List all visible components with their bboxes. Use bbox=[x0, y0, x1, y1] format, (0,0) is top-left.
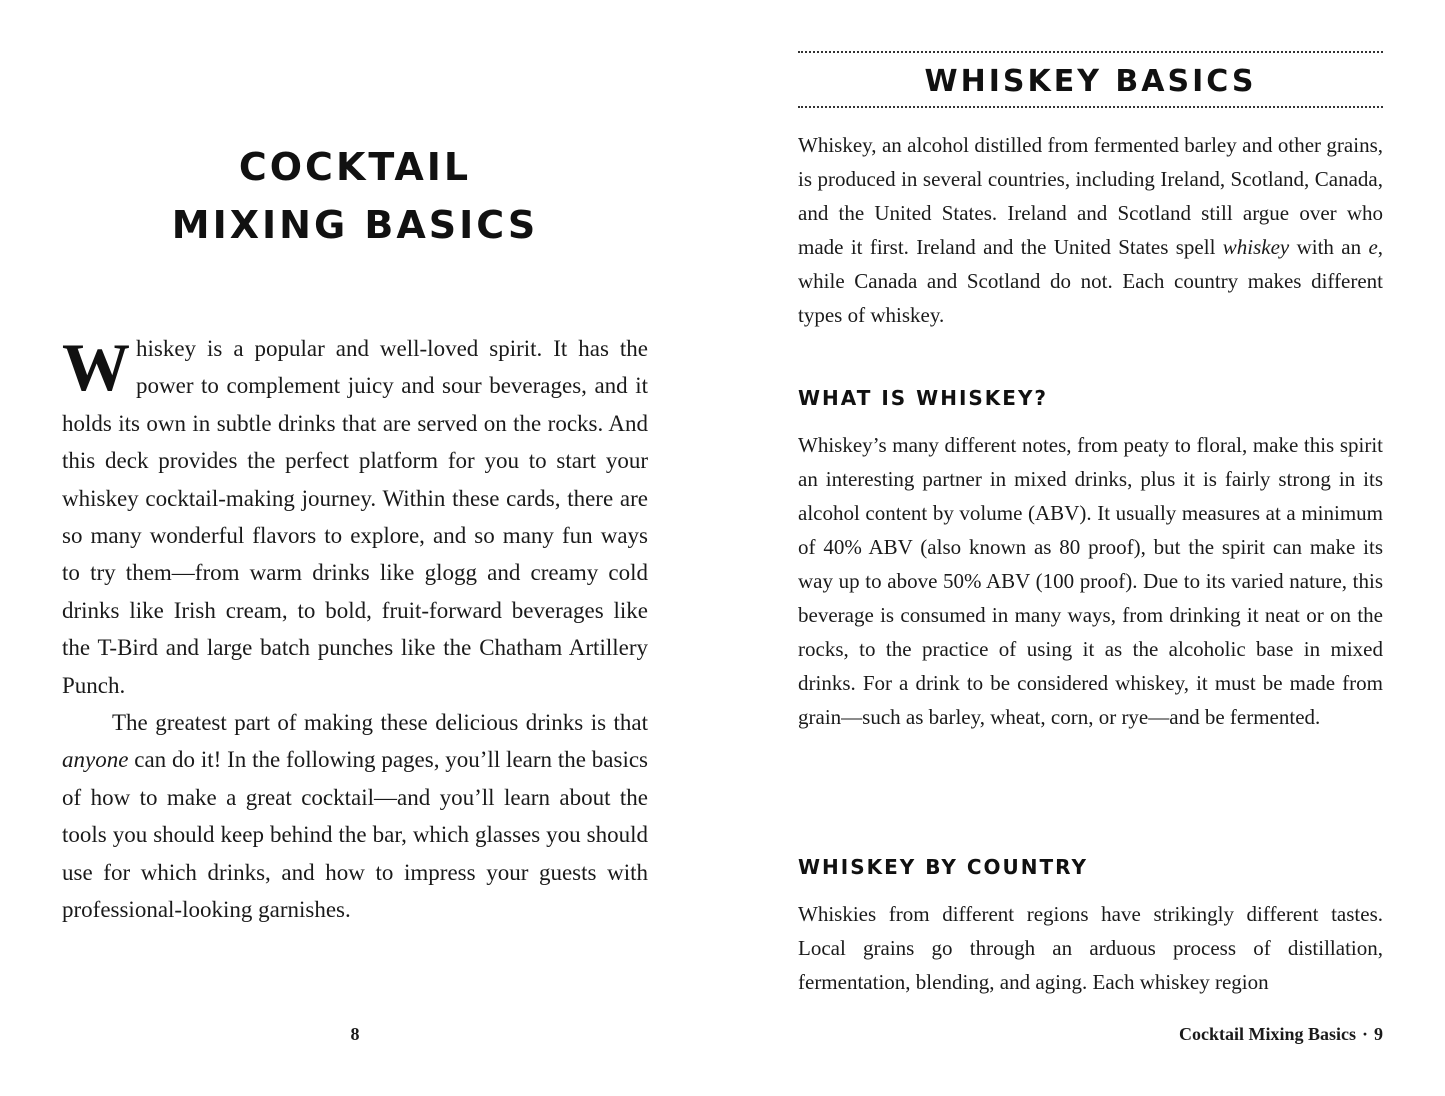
chapter-title-line2: MIXING BASICS bbox=[171, 203, 539, 247]
intro-part-2: with an bbox=[1289, 235, 1369, 259]
running-footer bbox=[1020, 1024, 1383, 1045]
intro-part-3: , while Canada and Scotland do not. Each country makes different types of whiskey. bbox=[798, 235, 1384, 327]
left-paragraph-2-emphasis: anyone bbox=[62, 747, 129, 773]
intro-emphasis-1: whiskey bbox=[1222, 235, 1290, 259]
left-page bbox=[0, 0, 720, 1096]
title-rule-top bbox=[798, 51, 1383, 53]
left-paragraph-2-before: The greatest part of making these delicious drinks is that bbox=[112, 710, 648, 736]
section-title: WHISKEY BASICS bbox=[924, 64, 1257, 99]
intro-paragraph bbox=[798, 128, 1383, 332]
running-footer-title: Cocktail Mixing Basics bbox=[1178, 1024, 1356, 1044]
left-paragraph-1-text: hiskey is a popular and well-loved spirit. It has the power to complement juicy and sour beverages, and it holds its own in subtle drinks that are served on the rocks. And this deck provides the perfect platform for you to start your whiskey cocktail-making journey. Within these cards, there are so many wonderful flavors to explore, and so many fun ways to try them—from warm drinks like glogg and creamy cold drinks like Irish cream, to bold, fruit-forward beverages like the T-Bird and large batch punches like the Chatham Artillery Punch. bbox=[62, 336, 648, 698]
left-paragraph-2 bbox=[62, 704, 648, 928]
what-is-whiskey-paragraph: Whiskey’s many different notes, from peaty to floral, make this spirit an interesting partner in mixed drinks, plus it is fairly strong in its alcohol content by volume (ABV). It usually measures at a minimum of 40% ABV (also known as 80 proof), but the spirit can make its way up to above 50% ABV (100 proof). Due to its varied nature, this beverage is consumed in many ways, from drinking it neat or on the rocks, to the practice of using it as the alcoholic base in mixed drinks. For a drink to be considered whiskey, it must be made from grain—such as barley, wheat, corn, or rye—and be fermented. bbox=[798, 433, 1383, 729]
left-page-number: 8 bbox=[350, 1024, 360, 1044]
subhead-whiskey-by-country: WHISKEY BY COUNTRY bbox=[798, 855, 1088, 879]
running-footer-separator: · bbox=[1361, 1024, 1368, 1044]
intro-emphasis-2: e bbox=[1368, 235, 1378, 259]
left-paragraph-2-after: can do it! In the following pages, you’ll learn the basics of how to make a great cocktail—and you’ll learn about the tools you should keep behind the bar, which glasses you should use for which drinks, and how to impress your guests with professional-looking garnishes. bbox=[62, 747, 648, 923]
chapter-title-line1: COCKTAIL bbox=[238, 145, 472, 189]
right-page-number: 9 bbox=[1374, 1024, 1383, 1044]
chapter-title bbox=[62, 138, 648, 254]
subhead-what-is-whiskey: WHAT IS WHISKEY? bbox=[798, 386, 1049, 410]
left-body-text bbox=[62, 330, 648, 929]
whiskey-by-country-paragraph: Whiskies from different regions have strikingly different tastes. Local grains go through an arduous process of distillation, fermentation, blending, and aging. Each whiskey region bbox=[798, 902, 1383, 994]
drop-cap: W bbox=[62, 329, 130, 405]
left-paragraph-1 bbox=[62, 330, 648, 704]
title-rule-bottom bbox=[798, 106, 1383, 108]
intro-part-1: Whiskey, an alcohol distilled from fermented barley and other grains, is produced in several countries, including Ireland, Scotland, Canada, and the United States. Ireland and Scotland still argue over who made it first. Ireland and the United States spell bbox=[798, 133, 1383, 259]
right-page bbox=[720, 0, 1445, 1096]
